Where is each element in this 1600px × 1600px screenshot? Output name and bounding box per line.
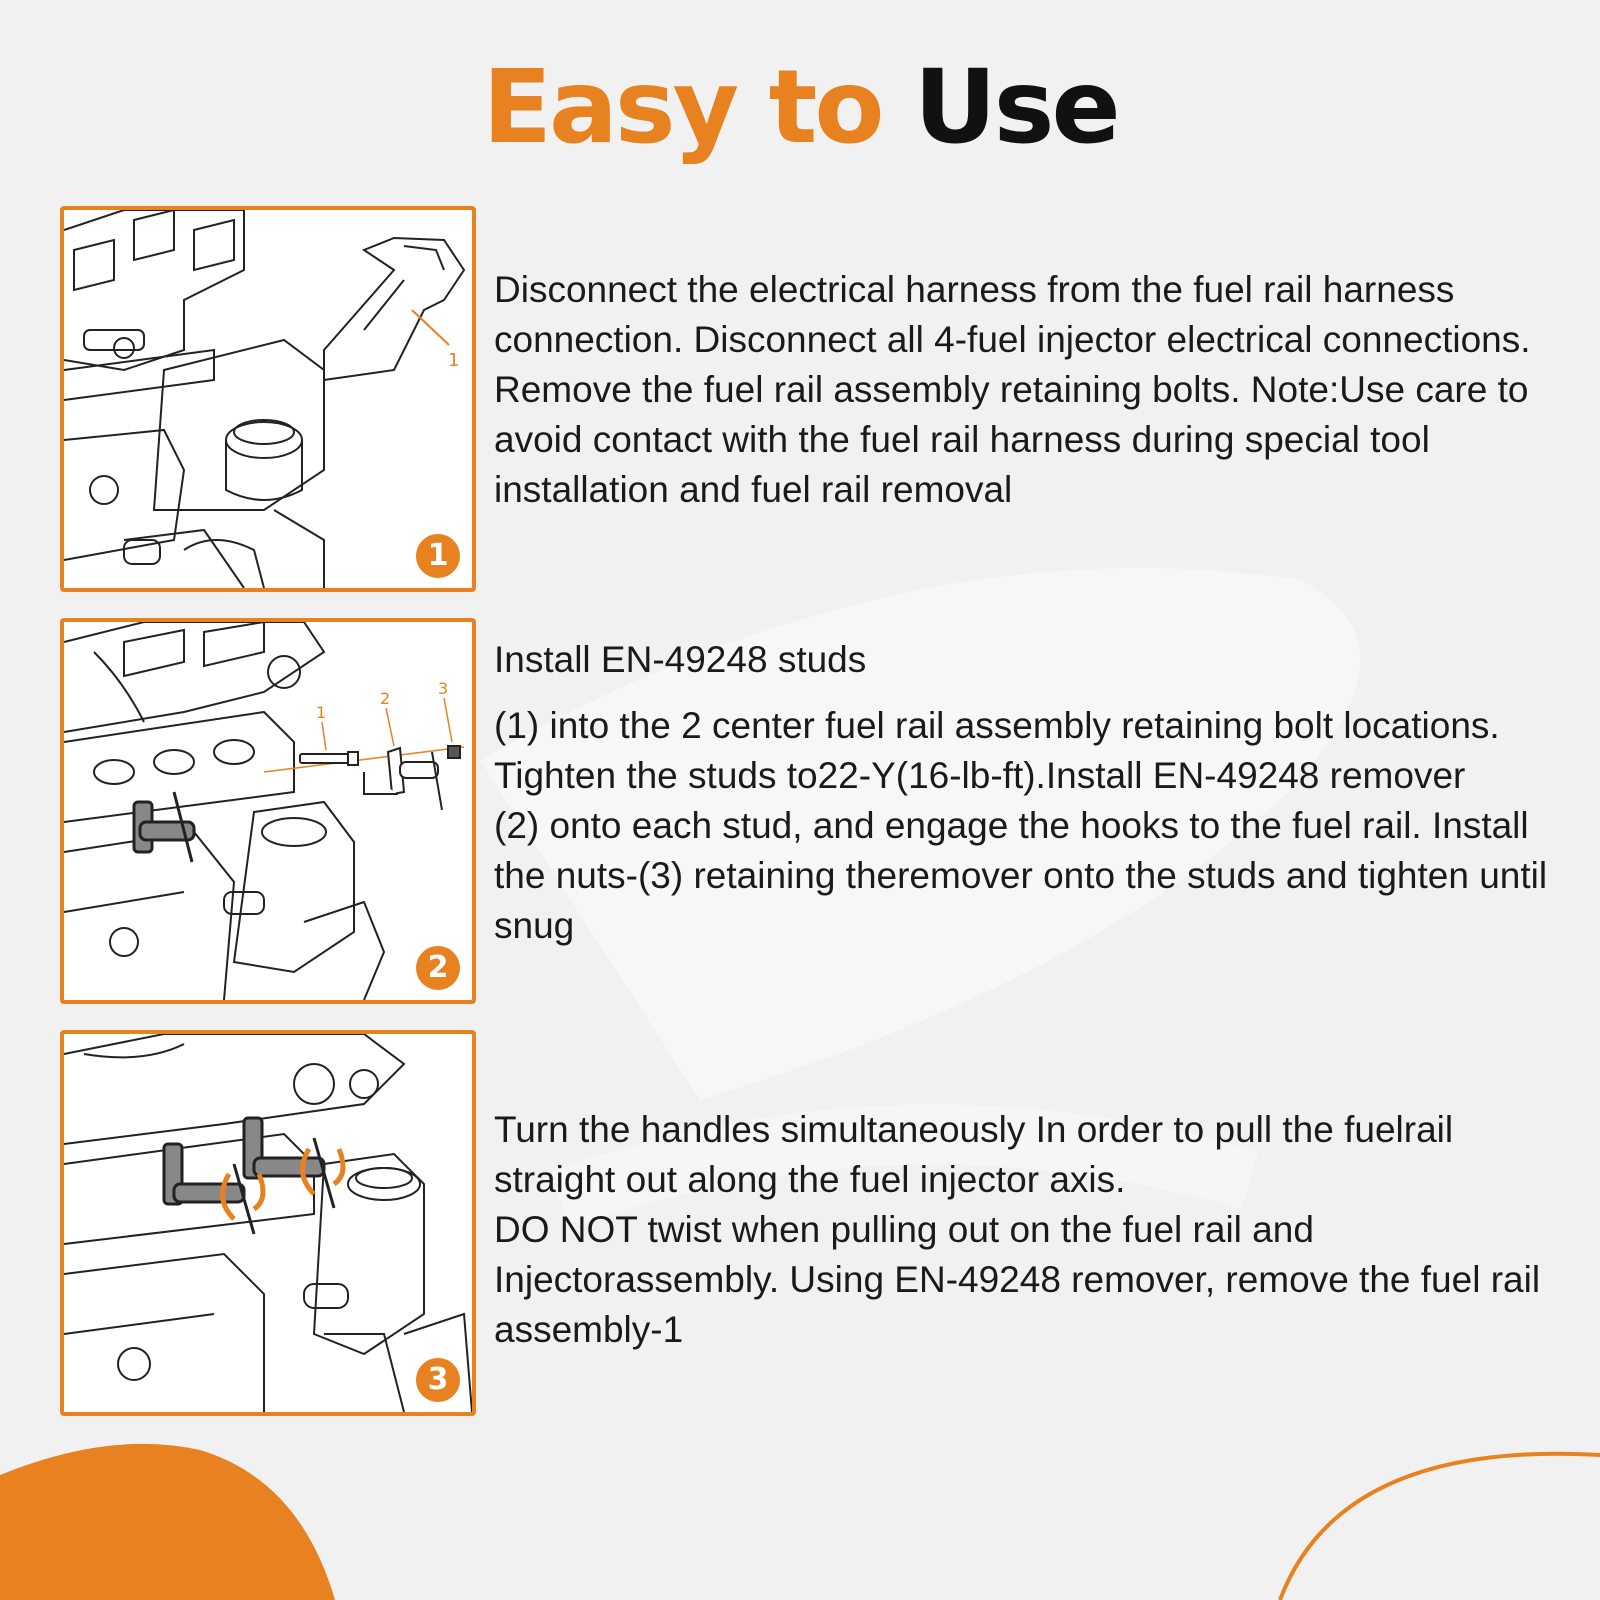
- title-part-black: Use: [913, 48, 1118, 167]
- orange-corner-arc: [1280, 1454, 1600, 1600]
- step-3-text: [494, 1105, 1554, 1355]
- step-1-paragraph: Disconnect the electrical harness from the fuel rail harness connection. Disconnect all 4-fuel injector electrical connections. Remove the fuel rail assembly retaining bolts. Note:Use care to avoid contact with the fuel rail harness during special tool installation and fuel rail removal: [494, 269, 1531, 510]
- page-title: [0, 48, 1600, 167]
- step-2-heading: Install EN-49248 studs: [494, 639, 867, 680]
- callout-label-2: 2: [380, 689, 391, 708]
- step-2-illustration-panel: [60, 618, 476, 1004]
- callout-label-1: 1: [316, 703, 327, 722]
- engine-turn-handles-illustration: [64, 1034, 472, 1412]
- step-3-line-2: DO NOT twist when pulling out on the fuel rail and Injectorassembly. Using EN-49248 remover, remove the fuel rail assembly-1: [494, 1209, 1541, 1350]
- step-number-badge: 2: [416, 946, 460, 990]
- engine-harness-illustration: [64, 210, 472, 588]
- step-3-illustration-panel: [60, 1030, 476, 1416]
- engine-studs-illustration: [64, 622, 472, 1000]
- step-1-illustration-panel: [60, 206, 476, 592]
- orange-corner-blob: [0, 1444, 335, 1600]
- step-number-badge: 1: [416, 534, 460, 578]
- step-2-text: [494, 635, 1554, 951]
- step-2-line-1: (1) into the 2 center fuel rail assembly retaining bolt locations. Tighten the studs to22-Y(16-lb-ft).Install EN-49248 remover: [494, 705, 1500, 796]
- step-1-text: [494, 265, 1554, 515]
- step-number-badge: 3: [416, 1358, 460, 1402]
- title-part-orange: Easy to: [482, 48, 882, 167]
- step-2-line-2: (2) onto each stud, and engage the hooks to the fuel rail. Install the nuts-(3) retaining theremover onto the studs and tighten until snug: [494, 805, 1548, 946]
- callout-label-1: 1: [448, 350, 460, 371]
- step-3-line-1: Turn the handles simultaneously In order to pull the fuelrail straight out along the fuel injector axis.: [494, 1109, 1454, 1200]
- callout-leader: [412, 310, 449, 345]
- callout-label-3: 3: [438, 679, 449, 698]
